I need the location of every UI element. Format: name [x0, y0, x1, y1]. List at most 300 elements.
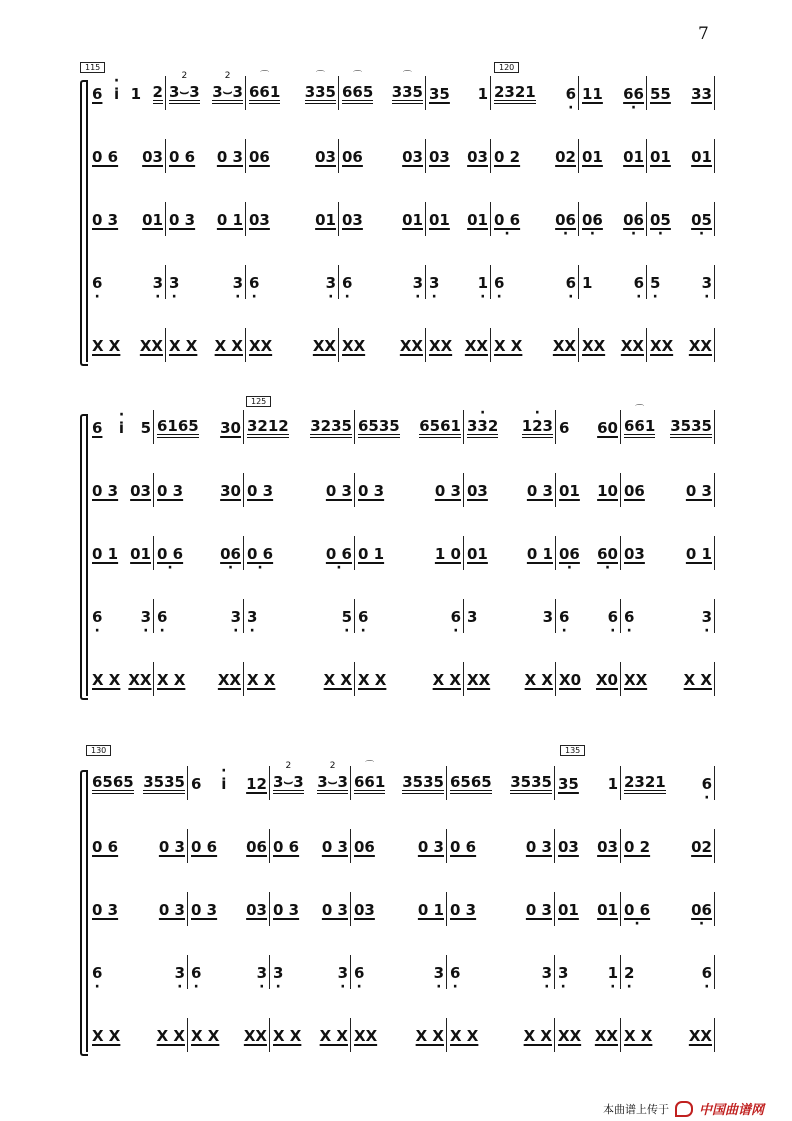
note-group: 6 ·	[92, 275, 102, 291]
note-group: 01	[582, 148, 603, 166]
measure	[622, 479, 712, 503]
barline	[578, 265, 579, 299]
measure	[465, 416, 553, 440]
measure	[448, 835, 552, 859]
barline	[350, 1018, 351, 1052]
note-group: 0 3	[191, 901, 218, 919]
note-group: 66 ·	[623, 86, 644, 102]
note-group: 0 3	[417, 838, 444, 856]
note-group: 2321	[624, 774, 666, 794]
note-group: 10	[597, 482, 618, 500]
barline	[153, 473, 154, 507]
barline	[269, 1018, 270, 1052]
note-group: XX	[650, 337, 674, 355]
note-group: 3 ·	[257, 965, 267, 981]
barline	[446, 766, 447, 800]
note-group: 3 ·	[542, 965, 552, 981]
barline	[245, 202, 246, 236]
note-group: 5	[140, 419, 151, 437]
barline	[165, 265, 166, 299]
barline	[620, 892, 621, 926]
note-group: X X	[191, 1027, 220, 1045]
ornament-mark: ⌒	[365, 761, 375, 771]
note-group: 3 ·	[141, 609, 151, 625]
note-group: XX	[217, 671, 241, 689]
note-group: 0 3	[92, 482, 119, 500]
measure	[427, 82, 488, 106]
note-group: XX	[128, 671, 152, 689]
measure	[245, 479, 352, 503]
note-group: 6 ·	[191, 965, 201, 981]
barline	[714, 328, 715, 362]
note-group: XX	[249, 337, 273, 355]
note-group: 0 6	[92, 838, 119, 856]
site-logo-icon[interactable]	[675, 1101, 693, 1117]
note-group: 3 ·	[247, 609, 257, 625]
note-group: 03	[402, 148, 423, 166]
note-group: 6	[92, 85, 103, 103]
footer	[603, 1099, 764, 1118]
measure	[622, 605, 712, 629]
measure	[167, 71, 243, 106]
measure	[556, 772, 618, 796]
measure	[622, 772, 712, 796]
note-group: 01	[467, 211, 488, 229]
measure	[648, 145, 712, 169]
note-group: 2	[153, 84, 163, 104]
barline	[245, 265, 246, 299]
barline	[153, 410, 154, 444]
measure	[90, 542, 151, 566]
note-group: 0 3	[321, 838, 348, 856]
barline	[243, 599, 244, 633]
note-group: 01	[597, 901, 618, 919]
note-group: 0 1	[526, 545, 553, 563]
note-group: XX	[139, 337, 163, 355]
measure	[167, 271, 243, 295]
note-group: 3 ·	[702, 275, 712, 291]
system-start-barline	[86, 80, 88, 362]
barline	[187, 829, 188, 863]
measure	[622, 542, 712, 566]
barline	[620, 1018, 621, 1052]
measure	[352, 835, 444, 859]
note-group: 3	[467, 608, 478, 626]
ornament-mark: ⌒	[402, 71, 412, 81]
measure	[352, 761, 444, 796]
ornament-mark: ⌒	[353, 71, 363, 81]
barline	[490, 328, 491, 362]
note-group: XX	[552, 337, 576, 355]
barline	[269, 892, 270, 926]
measure	[556, 961, 618, 985]
barline	[245, 76, 246, 110]
barline	[490, 76, 491, 110]
note-group: XX	[620, 337, 644, 355]
barline	[425, 328, 426, 362]
note-group: 3 ·	[175, 965, 185, 981]
note-group: 30	[220, 482, 241, 500]
note-group: 6 ·	[157, 609, 167, 625]
note-group: 0 3	[169, 211, 196, 229]
barline	[187, 1018, 188, 1052]
barline	[555, 410, 556, 444]
note-group: X X	[683, 671, 712, 689]
note-group: 11	[582, 85, 603, 103]
note-group: X X	[523, 1027, 552, 1045]
ornament-mark: 2	[285, 761, 292, 771]
measure	[648, 334, 712, 358]
measure	[448, 898, 552, 922]
note-group: 01	[142, 211, 163, 229]
measure	[245, 668, 352, 692]
barline	[245, 328, 246, 362]
note-group: 0 3	[158, 838, 185, 856]
measure	[90, 271, 163, 295]
barline	[338, 328, 339, 362]
note-group: 06 ·	[582, 212, 603, 228]
barline	[245, 139, 246, 173]
note-group: 3 ·	[153, 275, 163, 291]
barline	[555, 536, 556, 570]
note-group: 661 ⌒	[249, 84, 280, 104]
barline	[714, 1018, 715, 1052]
note-group: 3535	[402, 774, 444, 794]
note-group: 06	[249, 148, 270, 166]
note-group: · 123	[522, 418, 553, 438]
measure	[622, 405, 712, 440]
barline	[243, 662, 244, 696]
note-group: 0 1	[92, 545, 119, 563]
barline	[714, 536, 715, 570]
measure	[340, 71, 423, 106]
note-group: 01	[691, 148, 712, 166]
note-group: 55	[650, 85, 671, 103]
measure	[90, 82, 163, 106]
note-group: X X	[415, 1027, 444, 1045]
barline	[646, 265, 647, 299]
barline	[620, 829, 621, 863]
note-group: 0 6 ·	[247, 546, 273, 562]
note-group: 03	[558, 838, 579, 856]
barline	[243, 410, 244, 444]
measure	[340, 334, 423, 358]
measure	[155, 416, 241, 440]
measure	[427, 334, 488, 358]
barline	[425, 139, 426, 173]
barline	[620, 662, 621, 696]
note-group: X X	[450, 1027, 479, 1045]
measure	[448, 772, 552, 796]
note-group: 6	[191, 775, 202, 793]
measure	[492, 145, 576, 169]
note-group: 3⌣3 2	[273, 774, 304, 794]
measure	[90, 1024, 185, 1048]
ornament-mark: ⌒	[260, 71, 270, 81]
measure-number: 130	[86, 745, 111, 756]
note-group: 03	[354, 901, 375, 919]
barline	[153, 662, 154, 696]
barline	[354, 410, 355, 444]
barline	[354, 662, 355, 696]
note-group: XX	[464, 337, 488, 355]
barline	[578, 139, 579, 173]
note-group: 0 1	[417, 901, 444, 919]
note-group: 6565	[92, 774, 134, 794]
measure	[167, 208, 243, 232]
note-group: 6 ·	[702, 965, 712, 981]
measure	[557, 668, 618, 692]
barline	[578, 328, 579, 362]
measure	[340, 271, 423, 295]
note-group: XX	[624, 671, 648, 689]
note-group: 3535	[670, 418, 712, 438]
note-group: 6 ·	[608, 609, 618, 625]
note-group: X X	[157, 671, 186, 689]
note-group: 1	[130, 85, 142, 103]
note-group: 3⌣3 2	[212, 84, 243, 104]
barline	[463, 662, 464, 696]
note-group: 03	[142, 148, 163, 166]
measure	[247, 208, 336, 232]
measure	[90, 961, 185, 985]
note-group: XX	[243, 1027, 267, 1045]
measure	[247, 145, 336, 169]
barline	[269, 955, 270, 989]
note-group: 06	[624, 482, 645, 500]
note-group: 35	[429, 85, 450, 103]
note-group: X X	[494, 337, 523, 355]
note-group: X X	[323, 671, 352, 689]
measure	[271, 1024, 348, 1048]
note-group: 01	[429, 211, 450, 229]
note-group: 3 ·	[169, 275, 179, 291]
note-group: 5 ·	[342, 609, 352, 625]
measure	[90, 208, 163, 232]
note-group: 03	[342, 211, 363, 229]
note-group: 03	[429, 148, 450, 166]
measure	[580, 82, 644, 106]
note-group: 03	[246, 901, 267, 919]
note-group: X X	[524, 671, 553, 689]
barline	[187, 955, 188, 989]
note-group: 3 ·	[434, 965, 444, 981]
note-group: 6 ·	[92, 965, 102, 981]
measure	[556, 835, 618, 859]
note-group: 0 3	[273, 901, 300, 919]
note-group: 0 6	[273, 838, 300, 856]
note-group: 0 3	[92, 901, 119, 919]
note-group: 3 ·	[326, 275, 336, 291]
measure	[648, 271, 712, 295]
note-group: 0 3	[685, 482, 712, 500]
measure	[580, 334, 644, 358]
note-group: 0 3	[92, 211, 119, 229]
note-group: 01	[623, 148, 644, 166]
note-group: 6 ·	[494, 275, 504, 291]
barline	[646, 202, 647, 236]
barline	[354, 536, 355, 570]
measure	[356, 479, 461, 503]
note-group: 3⌣3 2	[169, 84, 200, 104]
barline	[243, 473, 244, 507]
barline	[714, 892, 715, 926]
note-group: 6	[559, 419, 570, 437]
note-group: 0 6 ·	[326, 546, 352, 562]
footer-logo-text[interactable]: 中国曲谱网	[699, 1103, 765, 1118]
note-group: XX	[399, 337, 423, 355]
note-group: 0 3	[321, 901, 348, 919]
note-group: 3 ·	[429, 275, 439, 291]
measure	[155, 605, 241, 629]
note-group: 06	[342, 148, 363, 166]
measure	[271, 961, 348, 985]
measure	[580, 208, 644, 232]
system-start-barline	[86, 770, 88, 1052]
measure	[556, 898, 618, 922]
measure	[90, 898, 185, 922]
barline	[350, 766, 351, 800]
note-group: X X	[432, 671, 461, 689]
barline	[554, 829, 555, 863]
note-group: 01	[558, 901, 579, 919]
note-group: 03	[249, 211, 270, 229]
note-group: 60 ·	[597, 546, 618, 562]
note-group: 03	[624, 545, 645, 563]
note-group: 06 ·	[691, 902, 712, 918]
note-group: 0 1	[216, 211, 243, 229]
note-group: 3235	[310, 418, 352, 438]
note-group: 0 3	[525, 901, 552, 919]
measure	[465, 542, 553, 566]
note-group: 3	[542, 608, 553, 626]
barline	[165, 76, 166, 110]
note-group: 1 ·	[478, 275, 488, 291]
note-group: 0 6 ·	[157, 546, 183, 562]
measure	[245, 416, 352, 440]
note-group: XX	[582, 337, 606, 355]
barline	[338, 76, 339, 110]
barline	[463, 410, 464, 444]
note-group: 0 6	[450, 838, 477, 856]
note-group: 3 ·	[273, 965, 283, 981]
barline	[714, 955, 715, 989]
measure	[155, 668, 241, 692]
measure	[155, 479, 241, 503]
page-number: 7	[698, 24, 709, 44]
note-group: 1 0	[434, 545, 461, 563]
note-group: 0 3	[247, 482, 274, 500]
note-group: X0	[559, 671, 582, 689]
note-group: X X	[214, 337, 243, 355]
barline	[555, 473, 556, 507]
barline	[338, 202, 339, 236]
barline	[578, 202, 579, 236]
measure	[90, 416, 151, 440]
measure	[245, 605, 352, 629]
system-start-barline	[86, 414, 88, 696]
note-group: 6 ·	[702, 776, 712, 792]
barline	[463, 536, 464, 570]
barline	[554, 955, 555, 989]
barline	[714, 265, 715, 299]
note-group: 05 ·	[691, 212, 712, 228]
ornament-mark: ⌒	[315, 71, 325, 81]
note-group: 35	[558, 775, 579, 793]
barline	[620, 410, 621, 444]
note-group: 0 3	[525, 838, 552, 856]
note-group: · i	[119, 420, 124, 436]
measure	[580, 271, 644, 295]
note-group: 0 3	[526, 482, 553, 500]
measure	[189, 1024, 267, 1048]
measure	[90, 334, 163, 358]
measure	[90, 605, 151, 629]
note-group: 60	[597, 419, 618, 437]
note-group: 6 ·	[624, 609, 634, 625]
note-group: 01	[130, 545, 151, 563]
measure	[356, 416, 461, 440]
note-group: 6 ·	[354, 965, 364, 981]
barline	[714, 202, 715, 236]
note-group: 06 ·	[559, 546, 580, 562]
note-group: 05 ·	[650, 212, 671, 228]
note-group: 2321	[494, 84, 536, 104]
barline	[490, 265, 491, 299]
measure	[622, 898, 712, 922]
barline	[714, 139, 715, 173]
note-group: 0 3	[157, 482, 184, 500]
measure	[189, 961, 267, 985]
ornament-mark: 2	[181, 71, 188, 81]
measure	[580, 145, 644, 169]
measure	[465, 668, 553, 692]
note-group: 01	[650, 148, 671, 166]
note-group: X X	[156, 1027, 185, 1045]
measure	[465, 605, 553, 629]
barline	[646, 76, 647, 110]
measure	[271, 761, 348, 796]
note-group: XX	[594, 1027, 618, 1045]
note-group: 0 6	[169, 148, 196, 166]
measure-number: 120	[494, 62, 519, 73]
footer-text: 本曲谱上传于	[603, 1102, 669, 1116]
measure-number: 125	[246, 396, 271, 407]
measure	[247, 71, 336, 106]
measure	[356, 668, 461, 692]
note-group: 1 ·	[608, 965, 618, 981]
measure-number: 135	[560, 745, 585, 756]
note-group: 6 ·	[249, 275, 259, 291]
note-group: 33	[691, 85, 712, 103]
note-group: XX	[688, 1027, 712, 1045]
barline	[338, 139, 339, 173]
barline	[620, 599, 621, 633]
note-group: XX	[429, 337, 453, 355]
barline	[554, 1018, 555, 1052]
note-group: 0 6 ·	[624, 902, 650, 918]
measure	[90, 835, 185, 859]
barline	[153, 599, 154, 633]
note-group: 0 6 ·	[494, 212, 520, 228]
note-group: 06 ·	[220, 546, 241, 562]
measure	[622, 835, 712, 859]
measure	[465, 479, 553, 503]
barline	[714, 410, 715, 444]
note-group: XX	[688, 337, 712, 355]
note-group: 3535	[510, 774, 552, 794]
measure	[492, 208, 576, 232]
